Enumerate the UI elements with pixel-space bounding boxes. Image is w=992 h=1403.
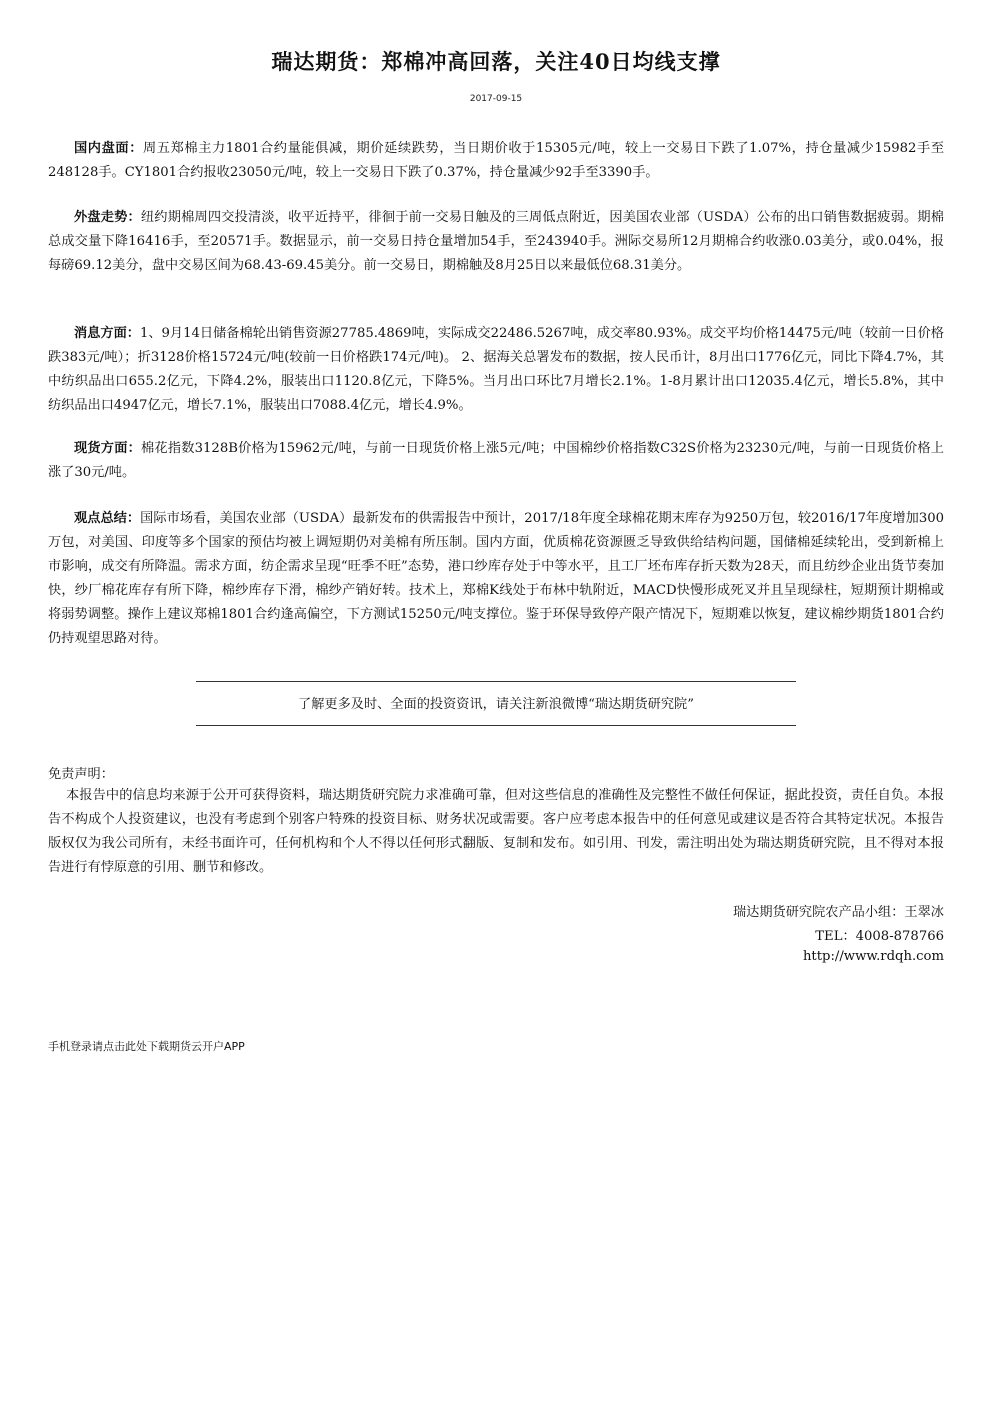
signature-team: 瑞达期货研究院农产品小组：王翠冰	[733, 905, 944, 920]
section-lead: 观点总结：	[74, 511, 141, 526]
report-title: 瑞达期货：郑棉冲高回落，关注40日均线支撑	[271, 49, 721, 74]
section-spot	[48, 437, 944, 485]
disclaimer-body: 本报告中的信息均来源于公开可获得资料，瑞达期货研究院力求准确可靠，但对这些信息的准确性及完整性不做任何保证，据此投资，责任自负。本报告不构成个人投资建议，也没有考虑到个别客户特殊的投资目标、财务状况或需要。客户应考虑本报告中的任何意见或建议是否符合其特定状况。本报告版权仅为我公司所有，未经书面许可，任何机构和个人不得以任何形式翻版、复制和发布。如引用、刊发，需注明出处为瑞达期货研究院，且不得对本报告进行有悖原意的引用、删节和修改。	[48, 788, 944, 875]
divider-top	[196, 681, 796, 682]
section-text: 国际市场看，美国农业部（USDA）最新发布的供需报告中预计，2017/18年度全球棉花期末库存为9250万包，较2016/17年度增加300万包，对美国、印度等多个国家的预估均被上调短期仍对美棉有所压制。国内方面，优质棉花资源匮乏导致供给结构问题，国储棉延续轮出，受到新棉上市影响，成交有所降温。需求方面，纺企需求呈现“旺季不旺”态势，港口纱库存处于中等水平，且工厂坯布库存折天数为28天，而且纺纱企业出货节奏加快，纱厂棉花库存有所下降，棉纱库存下滑，棉纱产销好转。技术上，郑棉K线处于布林中轨附近，MACD快慢形成死叉并且呈现绿柱，短期预计期棉或将弱势调整。操作上建议郑棉1801合约逢高偏空，下方测试15250元/吨支撑位。鉴于环保导致停产限产情况下，短期难以恢复，建议棉纱期货1801合约仍持观望思路对待。	[48, 511, 945, 646]
section-text: 棉花指数3128B价格为15962元/吨，与前一日现货价格上涨5元/吨；中国棉纱价格指数C32S价格为23230元/吨，与前一日现货价格上涨了30元/吨。	[48, 441, 944, 480]
section-text: 1、9月14日储备棉轮出销售资源27785.4869吨，实际成交22486.5267吨，成交率80.93%。成交平均价格14475元/吨（较前一日价格跌383元/吨）；折3128价格15724元/吨(较前一日价格跌174元/吨)。 2、据海关总署发布的数据，按人民币计，8月出口1776亿元，同比下降4.7%，其中纺织品出口655.2亿元，下降4.2%，服装出口1120.8亿元，下降5%。当月出口环比7月增长2.1%。1-8月累计出口12035.4亿元，增长5.8%，其中纺织品出口4947亿元，增长7.1%，服装出口7088.4亿元，增长4.9%。	[48, 326, 944, 413]
section-summary	[48, 507, 944, 651]
section-domestic-market	[48, 137, 944, 185]
divider-bottom	[196, 725, 796, 726]
section-lead: 消息方面：	[74, 326, 140, 341]
section-lead: 国内盘面：	[74, 141, 143, 156]
section-news	[48, 322, 944, 418]
report-date: 2017-09-15	[469, 94, 523, 104]
section-foreign-market	[48, 206, 944, 278]
section-text: 纽约期棉周四交投清淡，收平近持平，徘徊于前一交易日触及的三周低点附近，因美国农业部（USDA）公布的出口销售数据疲弱。期棉总成交量下降16416手，至20571手。数据显示，前一交易日持仓量增加54手，至243940手。洲际交易所12月期棉合约收涨0.03美分，或0.04%，报每磅69.12美分，盘中交易区间为68.43-69.45美分。前一交易日，期棉触及8月25日以来最低位68.31美分。	[48, 210, 944, 273]
section-text: 周五郑棉主力1801合约量能俱减，期价延续跌势，当日期价收于15305元/吨，较上一交易日下跌了1.07%，持仓量减少15982手至248128手。CY1801合约报收23050元/吨，较上一交易日下跌了0.37%，持仓量减少92手至3390手。	[48, 141, 945, 180]
weibo-promo: 了解更多及时、全面的投资资讯，请关注新浪微博“瑞达期货研究院”	[298, 697, 694, 712]
section-lead: 现货方面：	[74, 441, 142, 456]
signature-tel: TEL：4008-878766	[815, 929, 944, 944]
disclaimer-title: 免责声明：	[48, 767, 114, 782]
section-lead: 外盘走势：	[74, 210, 141, 225]
signature-url[interactable]: http://www.rdqh.com	[802, 949, 944, 964]
app-download-link[interactable]: 手机登录请点击此处下载期货云开户APP	[48, 1040, 245, 1053]
